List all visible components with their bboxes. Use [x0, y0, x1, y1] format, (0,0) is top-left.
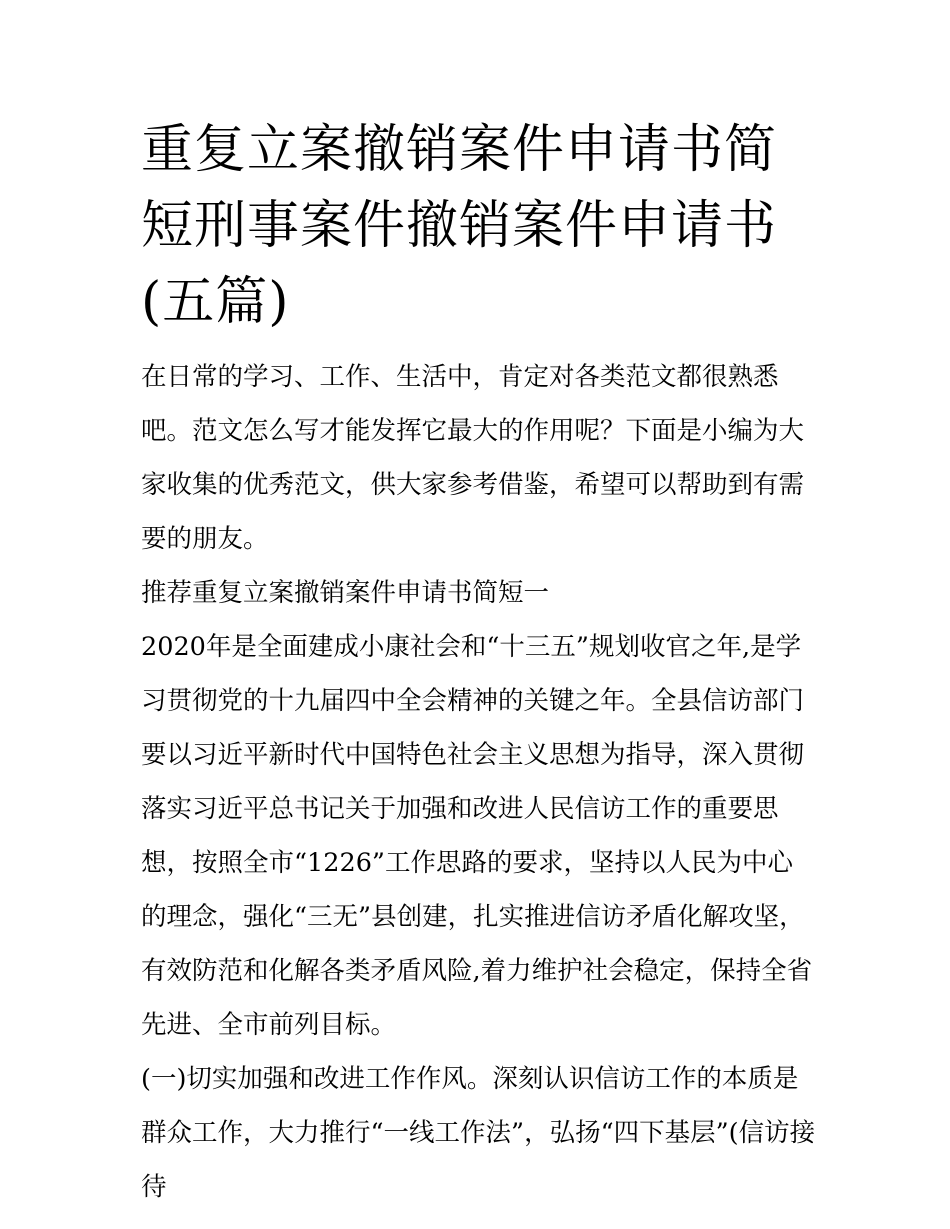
body-paragraph: 2020年是全面建成小康社会和“十三五”规划收官之年,是学习贯彻党的十九届四中全会精神的关键之年。全县信访部门要以习近平新时代中国特色社会主义思想为指导，深入贯彻落实习近平总书记关于加强和改进人民信访工作的重要思想，按照全市“1226”工作思路的要求，坚持以人民为中心的理念，强化“三无”县创建，扎实推进信访矛盾化解攻坚，有效防范和化解各类矛盾风险,着力维护社会稳定，保持全省先进、全市前列目标。 — [141, 632, 813, 1040]
document-title: 重复立案撤销案件申请书简短刑事案件撤销案件申请书(五篇) — [141, 120, 778, 332]
section-heading: 推荐重复立案撤销案件申请书简短一 — [141, 578, 550, 608]
intro-paragraph: 在日常的学习、工作、生活中，肯定对各类范文都很熟悉吧。范文怎么写才能发挥它最大的作用呢？下面是小编为大家收集的优秀范文，供大家参考借鉴，希望可以帮助到有需要的朋友。 — [141, 362, 805, 554]
document-body — [141, 350, 816, 1214]
body-paragraph: (一)切实加强和改进工作作风。深刻认识信访工作的本质是群众工作，大力推行“一线工作法”，弘扬“四下基层”(信访接待 — [141, 1064, 816, 1202]
